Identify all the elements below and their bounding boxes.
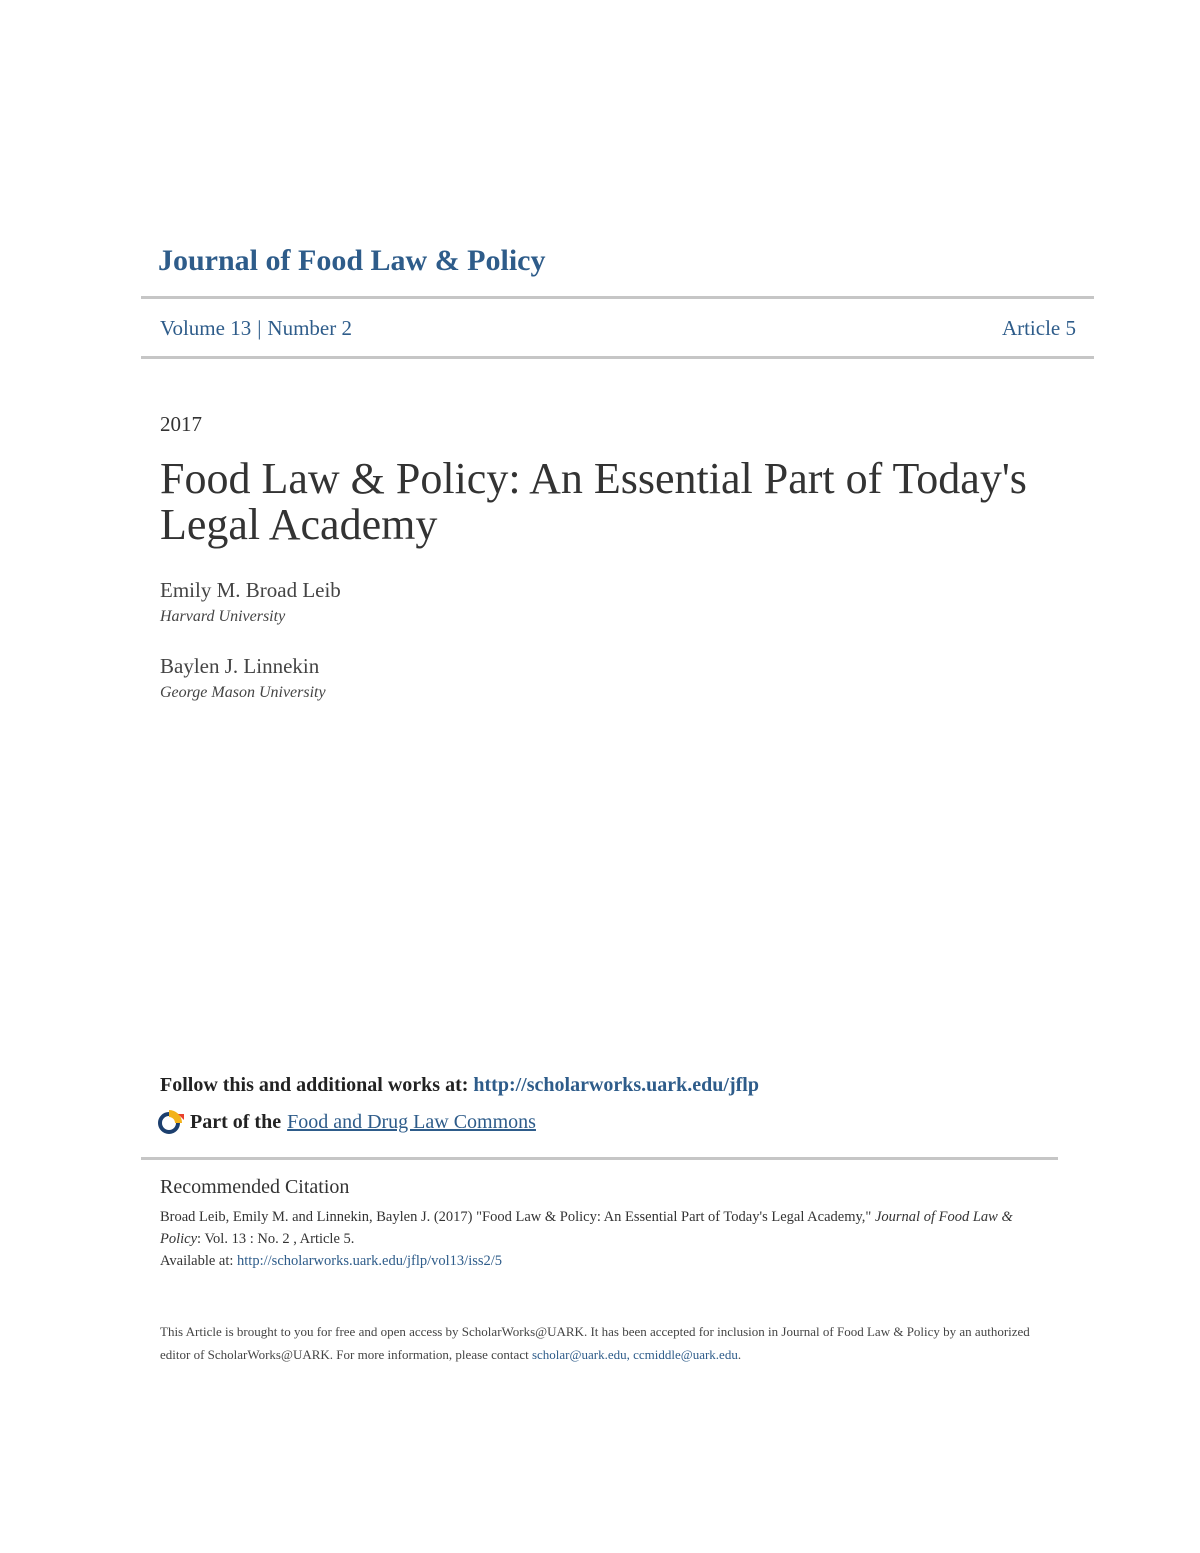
- issue-info: [160, 316, 352, 341]
- author-name: Baylen J. Linnekin: [160, 654, 320, 678]
- notice-text: This Article is brought to you for free and open access by ScholarWorks@UARK. It has been accepted for inclusion in Journal of Food Law & Policy by an authorized editor of ScholarWorks@UARK. For more information, please contact: [160, 1324, 1030, 1362]
- part-of-label: Part of the: [190, 1110, 282, 1133]
- contact-email-link[interactable]: scholar@uark.edu, ccmiddle@uark.edu: [531, 1347, 738, 1362]
- notice-end: .: [737, 1347, 742, 1362]
- header-divider-top: [141, 296, 1094, 299]
- article-number-link[interactable]: Article 5: [1001, 316, 1076, 340]
- commons-link[interactable]: Food and Drug Law Commons: [287, 1110, 536, 1133]
- citation-url-link[interactable]: http://scholarworks.uark.edu/jflp/vol13/iss2/5: [237, 1253, 503, 1269]
- header-divider-bottom: [141, 356, 1094, 359]
- network-logo-icon: [158, 1108, 186, 1136]
- journal-title[interactable]: Journal of Food Law & Policy: [158, 244, 546, 277]
- author-affiliation: George Mason University: [160, 684, 326, 701]
- access-notice: [160, 1320, 1050, 1366]
- number-link[interactable]: Number 2: [267, 316, 352, 340]
- volume-link[interactable]: Volume 13: [160, 316, 252, 340]
- article-title: Food Law & Policy: An Essential Part of Today's Legal Academy: [160, 454, 1027, 549]
- citation-heading: Recommended Citation: [160, 1176, 350, 1198]
- publication-year: 2017: [160, 412, 202, 436]
- citation-journal: Journal of Food Law & Policy: [160, 1209, 1013, 1247]
- author-name: Emily M. Broad Leib: [160, 578, 341, 602]
- part-of-line: [158, 1108, 536, 1136]
- citation-text: Broad Leib, Emily M. and Linnekin, Baylen J. (2017) "Food Law & Policy: An Essential Part of Today's Legal Academy,": [160, 1209, 872, 1225]
- citation-body: [160, 1206, 1040, 1272]
- citation-volume-info: : Vol. 13 : No. 2 , Article 5.: [197, 1231, 355, 1247]
- available-label: Available at:: [160, 1253, 234, 1269]
- follow-url-link[interactable]: http://scholarworks.uark.edu/jflp: [473, 1074, 759, 1096]
- follow-label: Follow this and additional works at:: [160, 1074, 469, 1096]
- citation-divider: [141, 1157, 1058, 1160]
- issue-separator: |: [257, 316, 262, 340]
- author-affiliation: Harvard University: [160, 608, 286, 625]
- follow-line: [160, 1074, 759, 1097]
